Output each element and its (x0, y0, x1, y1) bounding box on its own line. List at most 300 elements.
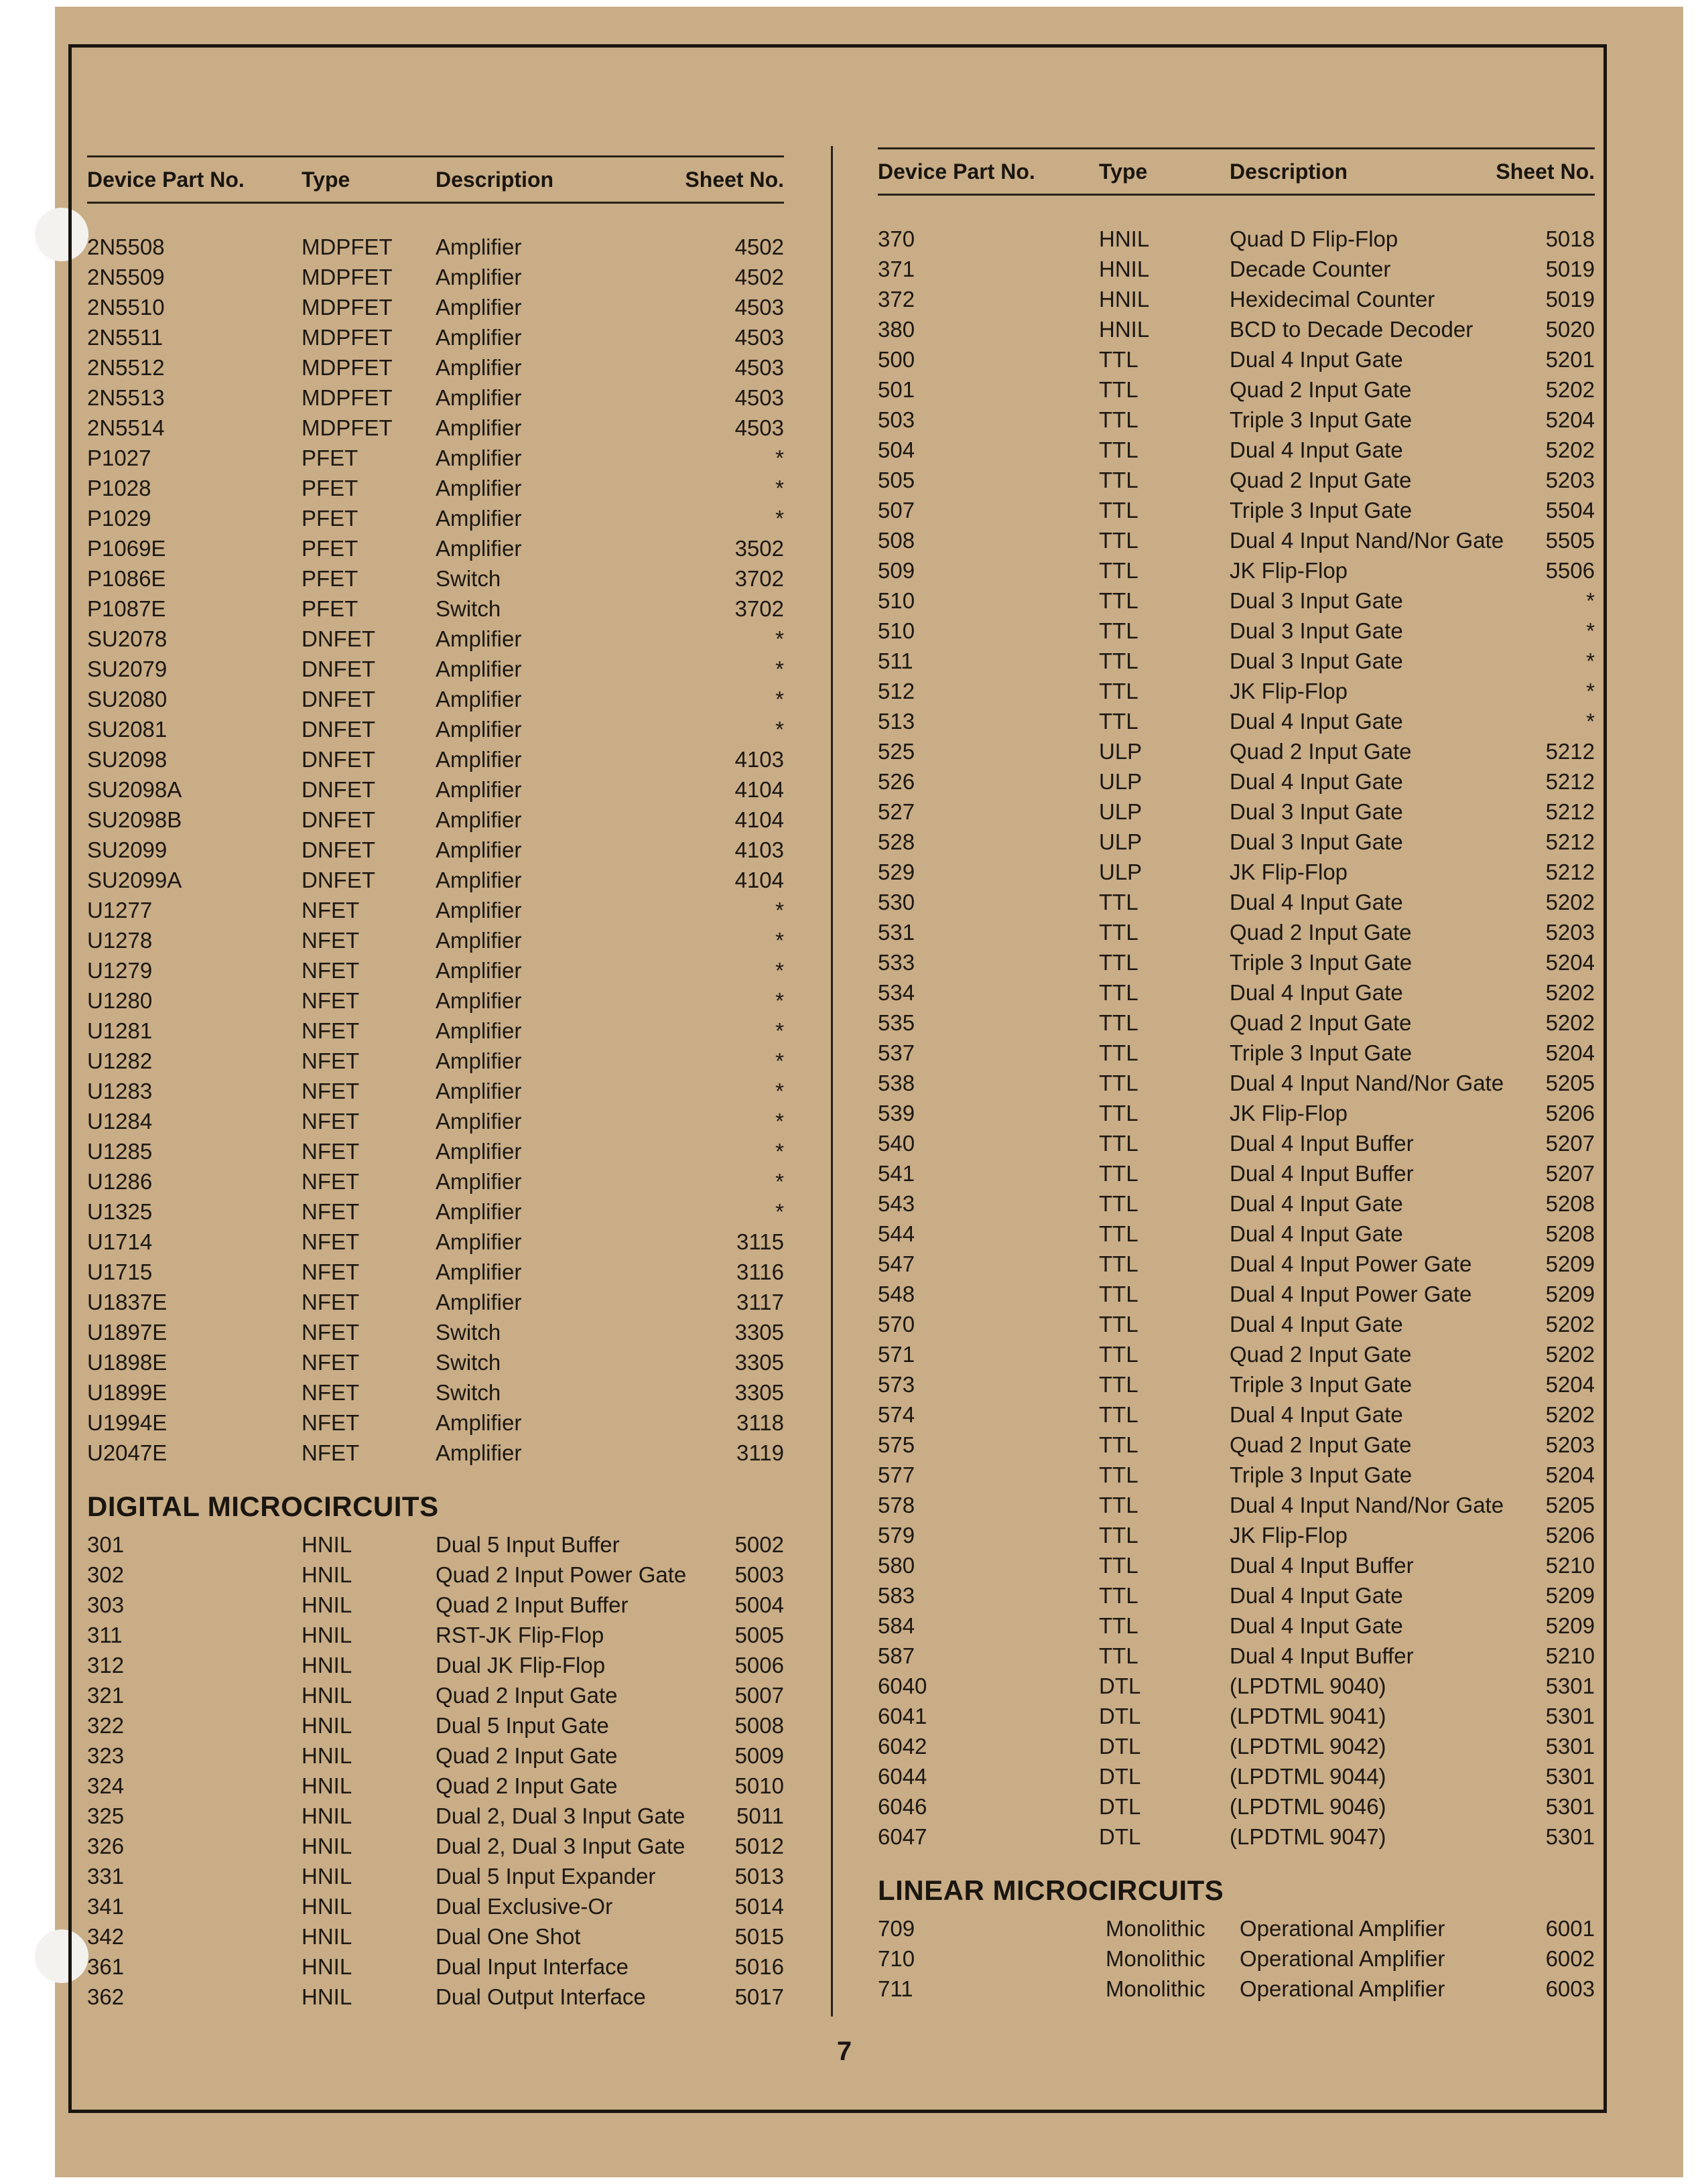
description-cell: Amplifier (436, 1079, 522, 1103)
part-no-cell: 303 (87, 1592, 125, 1617)
type-cell: ULP (1099, 769, 1142, 794)
table-row (87, 1227, 784, 1257)
part-no-cell: 6047 (878, 1824, 927, 1849)
part-no-cell: 529 (878, 860, 915, 884)
description-cell: Dual 4 Input Gate (1230, 1191, 1403, 1216)
part-no-cell: 544 (878, 1221, 915, 1246)
right-rows (878, 224, 1595, 1852)
table-row (87, 1347, 784, 1377)
sheet-no-cell: 5206 (1545, 1523, 1595, 1548)
part-no-cell: U2047E (87, 1440, 168, 1465)
part-no-cell: 2N5510 (87, 295, 165, 320)
part-no-cell: 510 (878, 588, 915, 613)
description-cell: Triple 3 Input Gate (1230, 1462, 1413, 1487)
description-cell: (LPDTML 9041) (1230, 1704, 1386, 1728)
description-cell: Dual 4 Input Gate (1230, 980, 1403, 1005)
part-no-cell: U1286 (87, 1169, 153, 1194)
table-row (878, 525, 1595, 555)
table-row (878, 224, 1595, 254)
description-cell: Hexidecimal Counter (1230, 287, 1435, 312)
type-cell: PFET (302, 476, 358, 500)
sheet-no-cell: 5010 (734, 1773, 784, 1798)
type-cell: DNFET (302, 837, 375, 862)
sheet-no-cell: 4103 (734, 747, 784, 772)
type-cell: NFET (302, 1079, 360, 1103)
description-cell: Amplifier (436, 1139, 522, 1164)
type-cell: TTL (1099, 1553, 1138, 1578)
table-row (87, 1801, 784, 1831)
type-cell: TTL (1099, 1312, 1138, 1337)
description-cell: Triple 3 Input Gate (1230, 498, 1413, 523)
sheet-no-cell: 5205 (1545, 1493, 1595, 1517)
part-no-cell: 509 (878, 558, 915, 583)
type-cell: PFET (302, 506, 358, 531)
table-row (878, 1369, 1595, 1400)
table-row (87, 1197, 784, 1227)
part-no-cell: 380 (878, 317, 915, 342)
part-no-cell: 324 (87, 1773, 125, 1798)
part-no-cell: 574 (878, 1402, 915, 1427)
type-cell: TTL (1099, 1493, 1138, 1517)
sheet-no-cell: 5005 (734, 1623, 784, 1647)
sheet-no-cell: 5204 (1545, 950, 1595, 975)
table-row (878, 977, 1595, 1008)
type-cell: TTL (1099, 407, 1138, 432)
type-cell: DNFET (302, 777, 375, 802)
type-cell: TTL (1099, 1251, 1138, 1276)
type-cell: PFET (302, 596, 358, 621)
type-cell: NFET (302, 1109, 360, 1134)
description-cell: Quad 2 Input Gate (1230, 377, 1412, 402)
description-cell: Amplifier (436, 1410, 522, 1435)
type-cell: HNIL (302, 1653, 352, 1678)
part-no-cell: U1899E (87, 1380, 168, 1405)
table-row (878, 405, 1595, 435)
description-cell: Operational Amplifier (1240, 1916, 1445, 1941)
sheet-no-cell: * (775, 506, 784, 531)
table-row (878, 827, 1595, 857)
description-cell: Amplifier (436, 928, 522, 953)
header-description: Description (436, 167, 554, 192)
sheet-no-cell: 4503 (734, 295, 784, 320)
sheet-no-cell: 5212 (1545, 829, 1595, 854)
type-cell: NFET (302, 988, 360, 1013)
part-no-cell: 577 (878, 1462, 915, 1487)
type-cell: HNIL (1099, 317, 1150, 342)
sheet-no-cell: 5209 (1545, 1583, 1595, 1608)
part-no-cell: 6044 (878, 1764, 927, 1789)
table-row (87, 352, 784, 383)
part-no-cell: U1277 (87, 898, 153, 923)
table-row (87, 744, 784, 774)
header-type: Type (1099, 159, 1148, 184)
description-cell: Quad 2 Input Gate (1230, 468, 1412, 492)
type-cell: HNIL (302, 1984, 352, 2009)
type-cell: Monolithic (1106, 1946, 1205, 1971)
table-row (87, 955, 784, 985)
table-row (878, 435, 1595, 465)
part-no-cell: 2N5509 (87, 265, 165, 289)
part-no-cell: U1285 (87, 1139, 153, 1164)
sheet-no-cell: 5002 (734, 1532, 784, 1557)
description-cell: Quad 2 Input Buffer (436, 1592, 629, 1617)
table-row (87, 1377, 784, 1408)
sheet-no-cell: 5208 (1545, 1191, 1595, 1216)
header-description: Description (1230, 159, 1348, 184)
description-cell: Triple 3 Input Gate (1230, 1372, 1413, 1397)
type-cell: Monolithic (1106, 1916, 1205, 1941)
table-row (878, 1038, 1595, 1068)
type-cell: TTL (1099, 347, 1138, 372)
part-no-cell: 325 (87, 1803, 125, 1828)
digital-microcircuits-title: DIGITAL MICROCIRCUITS (87, 1491, 439, 1522)
description-cell: Amplifier (436, 506, 522, 531)
type-cell: DNFET (302, 626, 375, 651)
type-cell: TTL (1099, 1613, 1138, 1638)
description-cell: Dual 4 Input Buffer (1230, 1131, 1414, 1156)
table-row (87, 1046, 784, 1076)
sheet-no-cell: 5207 (1545, 1131, 1595, 1156)
part-no-cell: U1837E (87, 1290, 168, 1314)
part-no-cell: 510 (878, 618, 915, 643)
table-row (878, 1309, 1595, 1339)
header-sheet-no: Sheet No. (685, 167, 784, 192)
type-cell: DTL (1099, 1824, 1141, 1849)
type-cell: DNFET (302, 657, 375, 681)
sheet-no-cell: 5017 (734, 1984, 784, 2009)
table-row (878, 1701, 1595, 1731)
part-no-cell: U1284 (87, 1109, 153, 1134)
part-no-cell: 6046 (878, 1794, 927, 1819)
type-cell: HNIL (302, 1894, 352, 1919)
type-cell: DNFET (302, 747, 375, 772)
description-cell: Quad 2 Input Gate (1230, 1432, 1412, 1457)
sheet-no-cell: * (775, 1018, 784, 1043)
description-cell: Dual 4 Input Nand/Nor Gate (1230, 1493, 1504, 1517)
sheet-no-cell: 5203 (1545, 920, 1595, 945)
type-cell: NFET (302, 1440, 360, 1465)
sheet-no-cell: 5202 (1545, 437, 1595, 462)
description-cell: Amplifier (436, 687, 522, 711)
type-cell: PFET (302, 566, 358, 591)
part-no-cell: U1282 (87, 1048, 153, 1073)
type-cell: MDPFET (302, 415, 393, 440)
table-row (87, 1952, 784, 1982)
type-cell: TTL (1099, 468, 1138, 492)
sheet-no-cell: * (775, 1139, 784, 1164)
part-no-cell: 331 (87, 1864, 125, 1889)
left-rows (87, 232, 784, 1468)
description-cell: Quad 2 Input Gate (1230, 1342, 1412, 1367)
type-cell: HNIL (1099, 287, 1150, 312)
type-cell: NFET (302, 1199, 360, 1224)
type-cell: PFET (302, 536, 358, 561)
table-row (878, 706, 1595, 736)
sheet-no-cell: * (775, 446, 784, 470)
type-cell: NFET (302, 1048, 360, 1073)
description-cell: Amplifier (436, 1109, 522, 1134)
description-cell: Dual 4 Input Nand/Nor Gate (1230, 528, 1504, 553)
sheet-no-cell: 3118 (736, 1410, 784, 1435)
description-cell: Dual Input Interface (436, 1954, 629, 1979)
description-cell: Amplifier (436, 747, 522, 772)
table-row (878, 374, 1595, 405)
sheet-no-cell: 5209 (1545, 1282, 1595, 1306)
table-row (878, 1550, 1595, 1580)
table-row (87, 1257, 784, 1287)
part-no-cell: P1086E (87, 566, 166, 591)
sheet-no-cell: 3116 (736, 1259, 784, 1284)
table-row (87, 684, 784, 714)
description-cell: Dual 4 Input Gate (1230, 890, 1403, 914)
description-cell: Amplifier (436, 355, 522, 380)
type-cell: PFET (302, 446, 358, 470)
type-cell: NFET (302, 1350, 360, 1375)
part-no-cell: 370 (878, 226, 915, 251)
part-no-cell: 587 (878, 1643, 915, 1668)
part-no-cell: SU2098B (87, 807, 182, 832)
type-cell: ULP (1099, 799, 1142, 824)
sheet-no-cell: 5209 (1545, 1251, 1595, 1276)
table-row (878, 586, 1595, 616)
type-cell: TTL (1099, 1071, 1138, 1095)
part-no-cell: 503 (878, 407, 915, 432)
description-cell: Amplifier (436, 385, 522, 410)
description-cell: Dual Output Interface (436, 1984, 646, 2009)
description-cell: Dual One Shot (436, 1924, 581, 1949)
part-no-cell: P1069E (87, 536, 166, 561)
type-cell: NFET (302, 958, 360, 983)
type-cell: TTL (1099, 950, 1138, 975)
table-row (878, 1339, 1595, 1369)
table-row (878, 676, 1595, 706)
type-cell: TTL (1099, 679, 1138, 703)
sheet-no-cell: * (775, 1199, 784, 1224)
table-row (87, 624, 784, 654)
type-cell: DNFET (302, 807, 375, 832)
sheet-no-cell: 5209 (1545, 1613, 1595, 1638)
description-cell: Amplifier (436, 1018, 522, 1043)
part-no-cell: U1278 (87, 928, 153, 953)
part-no-cell: 570 (878, 1312, 915, 1337)
description-cell: Switch (436, 1380, 501, 1405)
description-cell: Dual 2, Dual 3 Input Gate (436, 1834, 685, 1858)
table-row (87, 1166, 784, 1197)
page-number: 7 (836, 2037, 852, 2066)
description-cell: Dual 3 Input Gate (1230, 588, 1403, 613)
table-row (87, 1861, 784, 1891)
description-cell: (LPDTML 9046) (1230, 1794, 1386, 1819)
description-cell: Switch (436, 1350, 501, 1375)
description-cell: Amplifier (436, 807, 522, 832)
type-cell: MDPFET (302, 385, 393, 410)
sheet-no-cell: 5204 (1545, 407, 1595, 432)
sheet-no-cell: 5504 (1545, 498, 1595, 523)
table-row (878, 1008, 1595, 1038)
sheet-no-cell: 4502 (734, 265, 784, 289)
table-row (87, 805, 784, 835)
part-no-cell: P1027 (87, 446, 151, 470)
type-cell: NFET (302, 1290, 360, 1314)
sheet-no-cell: 5212 (1545, 799, 1595, 824)
description-cell: Operational Amplifier (1240, 1946, 1445, 1971)
type-cell: HNIL (302, 1924, 352, 1949)
description-cell: Dual 5 Input Gate (436, 1713, 609, 1738)
description-cell: Amplifier (436, 898, 522, 923)
part-no-cell: 548 (878, 1282, 915, 1306)
part-no-cell: 342 (87, 1924, 125, 1949)
description-cell: Triple 3 Input Gate (1230, 1040, 1413, 1065)
table-row (878, 495, 1595, 525)
sheet-no-cell: 3305 (734, 1320, 784, 1345)
table-row (87, 1016, 784, 1046)
part-no-cell: 534 (878, 980, 915, 1005)
type-cell: TTL (1099, 588, 1138, 613)
type-cell: TTL (1099, 498, 1138, 523)
part-no-cell: 527 (878, 799, 915, 824)
table-row (87, 563, 784, 594)
description-cell: Dual 4 Input Gate (1230, 709, 1403, 734)
type-cell: TTL (1099, 1523, 1138, 1548)
part-no-cell: SU2078 (87, 626, 168, 651)
part-no-cell: 504 (878, 437, 915, 462)
type-cell: ULP (1099, 860, 1142, 884)
description-cell: Decade Counter (1230, 257, 1391, 281)
table-row (87, 654, 784, 684)
sheet-no-cell: 5212 (1545, 860, 1595, 884)
part-no-cell: 543 (878, 1191, 915, 1216)
description-cell: Dual 4 Input Power Gate (1230, 1282, 1472, 1306)
sheet-no-cell: 5210 (1545, 1643, 1595, 1668)
table-row (87, 1560, 784, 1590)
description-cell: BCD to Decade Decoder (1230, 317, 1474, 342)
part-no-cell: 507 (878, 498, 915, 523)
description-cell: (LPDTML 9042) (1230, 1734, 1386, 1759)
part-no-cell: SU2098 (87, 747, 168, 772)
part-no-cell: 531 (878, 920, 915, 945)
description-cell: Amplifier (436, 868, 522, 892)
table-row (87, 383, 784, 413)
description-cell: Amplifier (436, 626, 522, 651)
part-no-cell: 711 (878, 1976, 913, 2001)
sheet-no-cell: 5202 (1545, 980, 1595, 1005)
sheet-no-cell: 5506 (1545, 558, 1595, 583)
table-row (878, 344, 1595, 374)
table-row (87, 1408, 784, 1438)
part-no-cell: 361 (87, 1954, 125, 1979)
sheet-no-cell: 5202 (1545, 1312, 1595, 1337)
type-cell: Monolithic (1106, 1976, 1205, 2001)
part-no-cell: 580 (878, 1553, 915, 1578)
type-cell: NFET (302, 1410, 360, 1435)
sheet-no-cell: 5016 (734, 1954, 784, 1979)
description-cell: JK Flip-Flop (1230, 1523, 1348, 1548)
table-row (87, 1620, 784, 1650)
type-cell: TTL (1099, 437, 1138, 462)
table-row (87, 714, 784, 744)
sheet-no-cell: 5301 (1545, 1764, 1595, 1789)
part-no-cell: 709 (878, 1916, 915, 1941)
description-cell: Amplifier (436, 1259, 522, 1284)
type-cell: HNIL (302, 1683, 352, 1708)
table-row (87, 1891, 784, 1921)
table-row (87, 473, 784, 503)
type-cell: HNIL (302, 1954, 352, 1979)
part-no-cell: 541 (878, 1161, 915, 1186)
table-row (87, 1650, 784, 1680)
type-cell: HNIL (302, 1592, 352, 1617)
sheet-no-cell: * (1586, 709, 1595, 734)
sheet-no-cell: 5203 (1545, 468, 1595, 492)
table-row (878, 1791, 1595, 1822)
table-row (87, 292, 784, 322)
description-cell: Dual 3 Input Gate (1230, 829, 1403, 854)
part-no-cell: U1325 (87, 1199, 153, 1224)
part-no-cell: 2N5512 (87, 355, 165, 380)
type-cell: TTL (1099, 1131, 1138, 1156)
sheet-no-cell: * (1586, 679, 1595, 703)
type-cell: ULP (1099, 829, 1142, 854)
sheet-no-cell: 5207 (1545, 1161, 1595, 1186)
table-row (87, 865, 784, 895)
description-cell: Amplifier (436, 295, 522, 320)
sheet-no-cell: 5201 (1545, 347, 1595, 372)
sheet-no-cell: 3119 (736, 1440, 784, 1465)
sheet-no-cell: * (775, 1169, 784, 1194)
table-row (878, 314, 1595, 344)
header-type: Type (302, 167, 350, 192)
table-row (878, 465, 1595, 495)
type-cell: TTL (1099, 558, 1138, 583)
description-cell: Switch (436, 596, 501, 621)
part-no-cell: SU2099A (87, 868, 182, 892)
table-row (878, 797, 1595, 827)
digital-rows (87, 1529, 784, 2012)
table-row (87, 533, 784, 563)
description-cell: Dual 3 Input Gate (1230, 649, 1403, 673)
part-no-cell: 508 (878, 528, 915, 553)
type-cell: TTL (1099, 1101, 1138, 1125)
table-row (87, 1287, 784, 1317)
table-row (878, 1098, 1595, 1128)
type-cell: TTL (1099, 1402, 1138, 1427)
description-cell: Amplifier (436, 446, 522, 470)
description-cell: Quad D Flip-Flop (1230, 226, 1398, 251)
type-cell: HNIL (302, 1834, 352, 1858)
part-no-cell: 540 (878, 1131, 915, 1156)
sheet-no-cell: 5212 (1545, 769, 1595, 794)
description-cell: Amplifier (436, 777, 522, 802)
description-cell: Dual 4 Input Gate (1230, 437, 1403, 462)
table-row (878, 1731, 1595, 1761)
table-row (87, 443, 784, 473)
sheet-no-cell: * (775, 717, 784, 742)
sheet-no-cell: 4503 (734, 355, 784, 380)
type-cell: HNIL (1099, 257, 1150, 281)
table-row (87, 1106, 784, 1136)
sheet-no-cell: 4503 (734, 415, 784, 440)
table-row (878, 1671, 1595, 1701)
sheet-no-cell: 5301 (1545, 1824, 1595, 1849)
description-cell: Dual 3 Input Gate (1230, 799, 1403, 824)
description-cell: Dual Exclusive-Or (436, 1894, 613, 1919)
type-cell: TTL (1099, 1462, 1138, 1487)
sheet-no-cell: 5202 (1545, 1010, 1595, 1035)
right-column (878, 147, 1595, 2004)
part-no-cell: 371 (878, 257, 915, 281)
part-no-cell: U1715 (87, 1259, 153, 1284)
part-no-cell: 301 (87, 1532, 125, 1557)
